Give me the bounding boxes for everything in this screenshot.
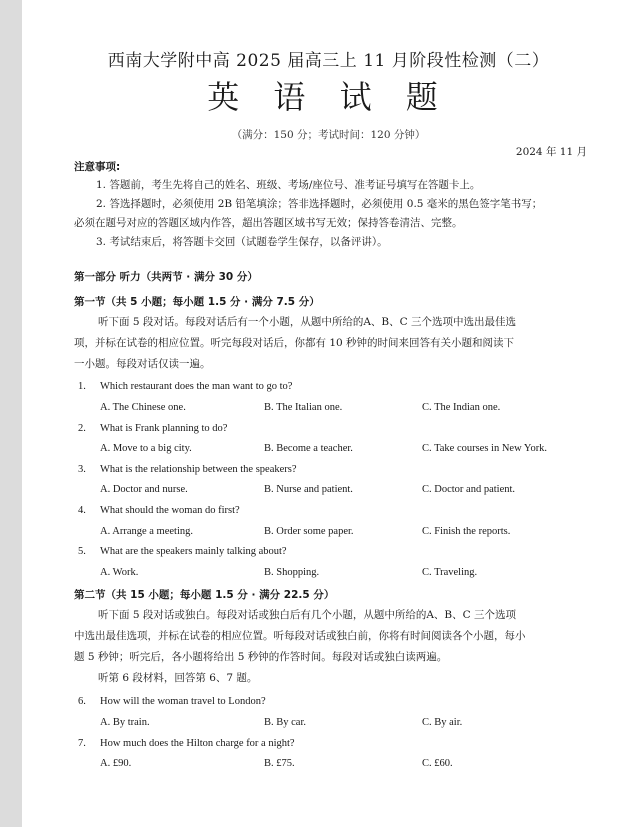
option-a: A. Work. bbox=[100, 567, 139, 578]
exam-date: 2024 年 11 月 bbox=[515, 146, 587, 158]
option-c: C. Traveling. bbox=[422, 567, 478, 578]
option-b: B. Become a teacher. bbox=[264, 443, 353, 454]
question-text: What are the speakers mainly talking about? bbox=[100, 546, 287, 557]
option-a: A. Doctor and nurse. bbox=[100, 484, 188, 495]
question-text: How will the woman travel to London? bbox=[100, 696, 266, 707]
question-text: What should the woman do first? bbox=[100, 505, 240, 516]
section-2-instructions-line-3: 题 5 秒钟；听完后，各小题将给出 5 秒钟的作答时间。每段对话或独白读两遍。 bbox=[74, 651, 448, 663]
option-c: C. By air. bbox=[422, 717, 463, 728]
option-b: B. Nurse and patient. bbox=[264, 484, 353, 495]
option-c: C. The Indian one. bbox=[422, 402, 501, 413]
option-c: C. Take courses in New York. bbox=[422, 443, 548, 454]
question-number: 1. bbox=[78, 381, 86, 392]
notice-item-2: 2. 答选择题时，必须使用 2B 铅笔填涂；答非选择题时，必须使用 0.5 毫米的黑色签字笔书写； bbox=[96, 198, 543, 210]
question-number: 3. bbox=[78, 464, 86, 475]
score-info: （满分：150 分；考试时间：120 分钟） bbox=[231, 129, 426, 141]
exam-page bbox=[22, 0, 635, 827]
question-number: 7. bbox=[78, 738, 86, 749]
section-2-instructions-line-2: 中选出最佳选项，并标在试卷的相应位置。听每段对话或独白前，你将有时间阅读各个小题，每小 bbox=[74, 630, 526, 642]
option-c: C. Finish the reports. bbox=[422, 526, 511, 537]
notice-item-1: 1. 答题前，考生先将自己的姓名、班级、考场/座位号、准考证号填写在答题卡上。 bbox=[96, 179, 481, 191]
question-number: 6. bbox=[78, 696, 86, 707]
option-a: A. By train. bbox=[100, 717, 150, 728]
section-2-heading: 第二节（共 15 小题；每小题 1.5 分 · 满分 22.5 分） bbox=[74, 589, 335, 601]
notice-heading: 注意事项: bbox=[74, 161, 121, 173]
part-1-heading: 第一部分 听力（共两节 · 满分 30 分） bbox=[74, 271, 258, 283]
option-b: B. £75. bbox=[264, 758, 295, 769]
option-a: A. Move to a big city. bbox=[100, 443, 192, 454]
option-b: B. By car. bbox=[264, 717, 306, 728]
question-number: 4. bbox=[78, 505, 86, 516]
section-1-instructions-line-1: 听下面 5 段对话。每段对话后有一个小题，从题中所给的A、B、C 三个选项中选出最佳选 bbox=[98, 316, 517, 328]
notice-item-3: 3. 考试结束后，将答题卡交回（试题卷学生保存，以备评讲）。 bbox=[96, 236, 388, 248]
option-c: C. Doctor and patient. bbox=[422, 484, 516, 495]
section-1-instructions-line-3: 一小题。每段对话仅读一遍。 bbox=[74, 358, 211, 370]
question-text: What is the relationship between the speakers? bbox=[100, 464, 297, 475]
option-c: C. £60. bbox=[422, 758, 453, 769]
question-number: 5. bbox=[78, 546, 86, 557]
question-text: What is Frank planning to do? bbox=[100, 423, 228, 434]
option-b: B. Shopping. bbox=[264, 567, 320, 578]
material-note: 听第 6 段材料，回答第 6、7 题。 bbox=[98, 672, 258, 684]
option-a: A. £90. bbox=[100, 758, 132, 769]
option-b: B. The Italian one. bbox=[264, 402, 343, 413]
notice-item-2-cont: 必须在题号对应的答题区域内作答，超出答题区域书写无效；保持答卷清洁、完整。 bbox=[74, 217, 463, 229]
section-2-instructions-line-1: 听下面 5 段对话或独白。每段对话或独白后有几个小题，从题中所给的A、B、C 三个选项 bbox=[98, 609, 517, 621]
exam-title: 英 语 试 题 bbox=[207, 78, 450, 116]
question-text: Which restaurant does the man want to go to? bbox=[100, 381, 293, 392]
section-1-heading: 第一节（共 5 小题；每小题 1.5 分 · 满分 7.5 分） bbox=[74, 296, 320, 308]
question-text: How much does the Hilton charge for a night? bbox=[100, 738, 295, 749]
option-a: A. The Chinese one. bbox=[100, 402, 186, 413]
page-margin-bar bbox=[0, 0, 22, 827]
exam-subtitle: 西南大学附中高 2025 届高三上 11 月阶段性检测（二） bbox=[107, 51, 550, 71]
option-b: B. Order some paper. bbox=[264, 526, 354, 537]
option-a: A. Arrange a meeting. bbox=[100, 526, 194, 537]
question-number: 2. bbox=[78, 423, 86, 434]
section-1-instructions-line-2: 项，并标在试卷的相应位置。听完每段对话后，你都有 10 秒钟的时间来回答有关小题和阅读下 bbox=[74, 337, 515, 349]
